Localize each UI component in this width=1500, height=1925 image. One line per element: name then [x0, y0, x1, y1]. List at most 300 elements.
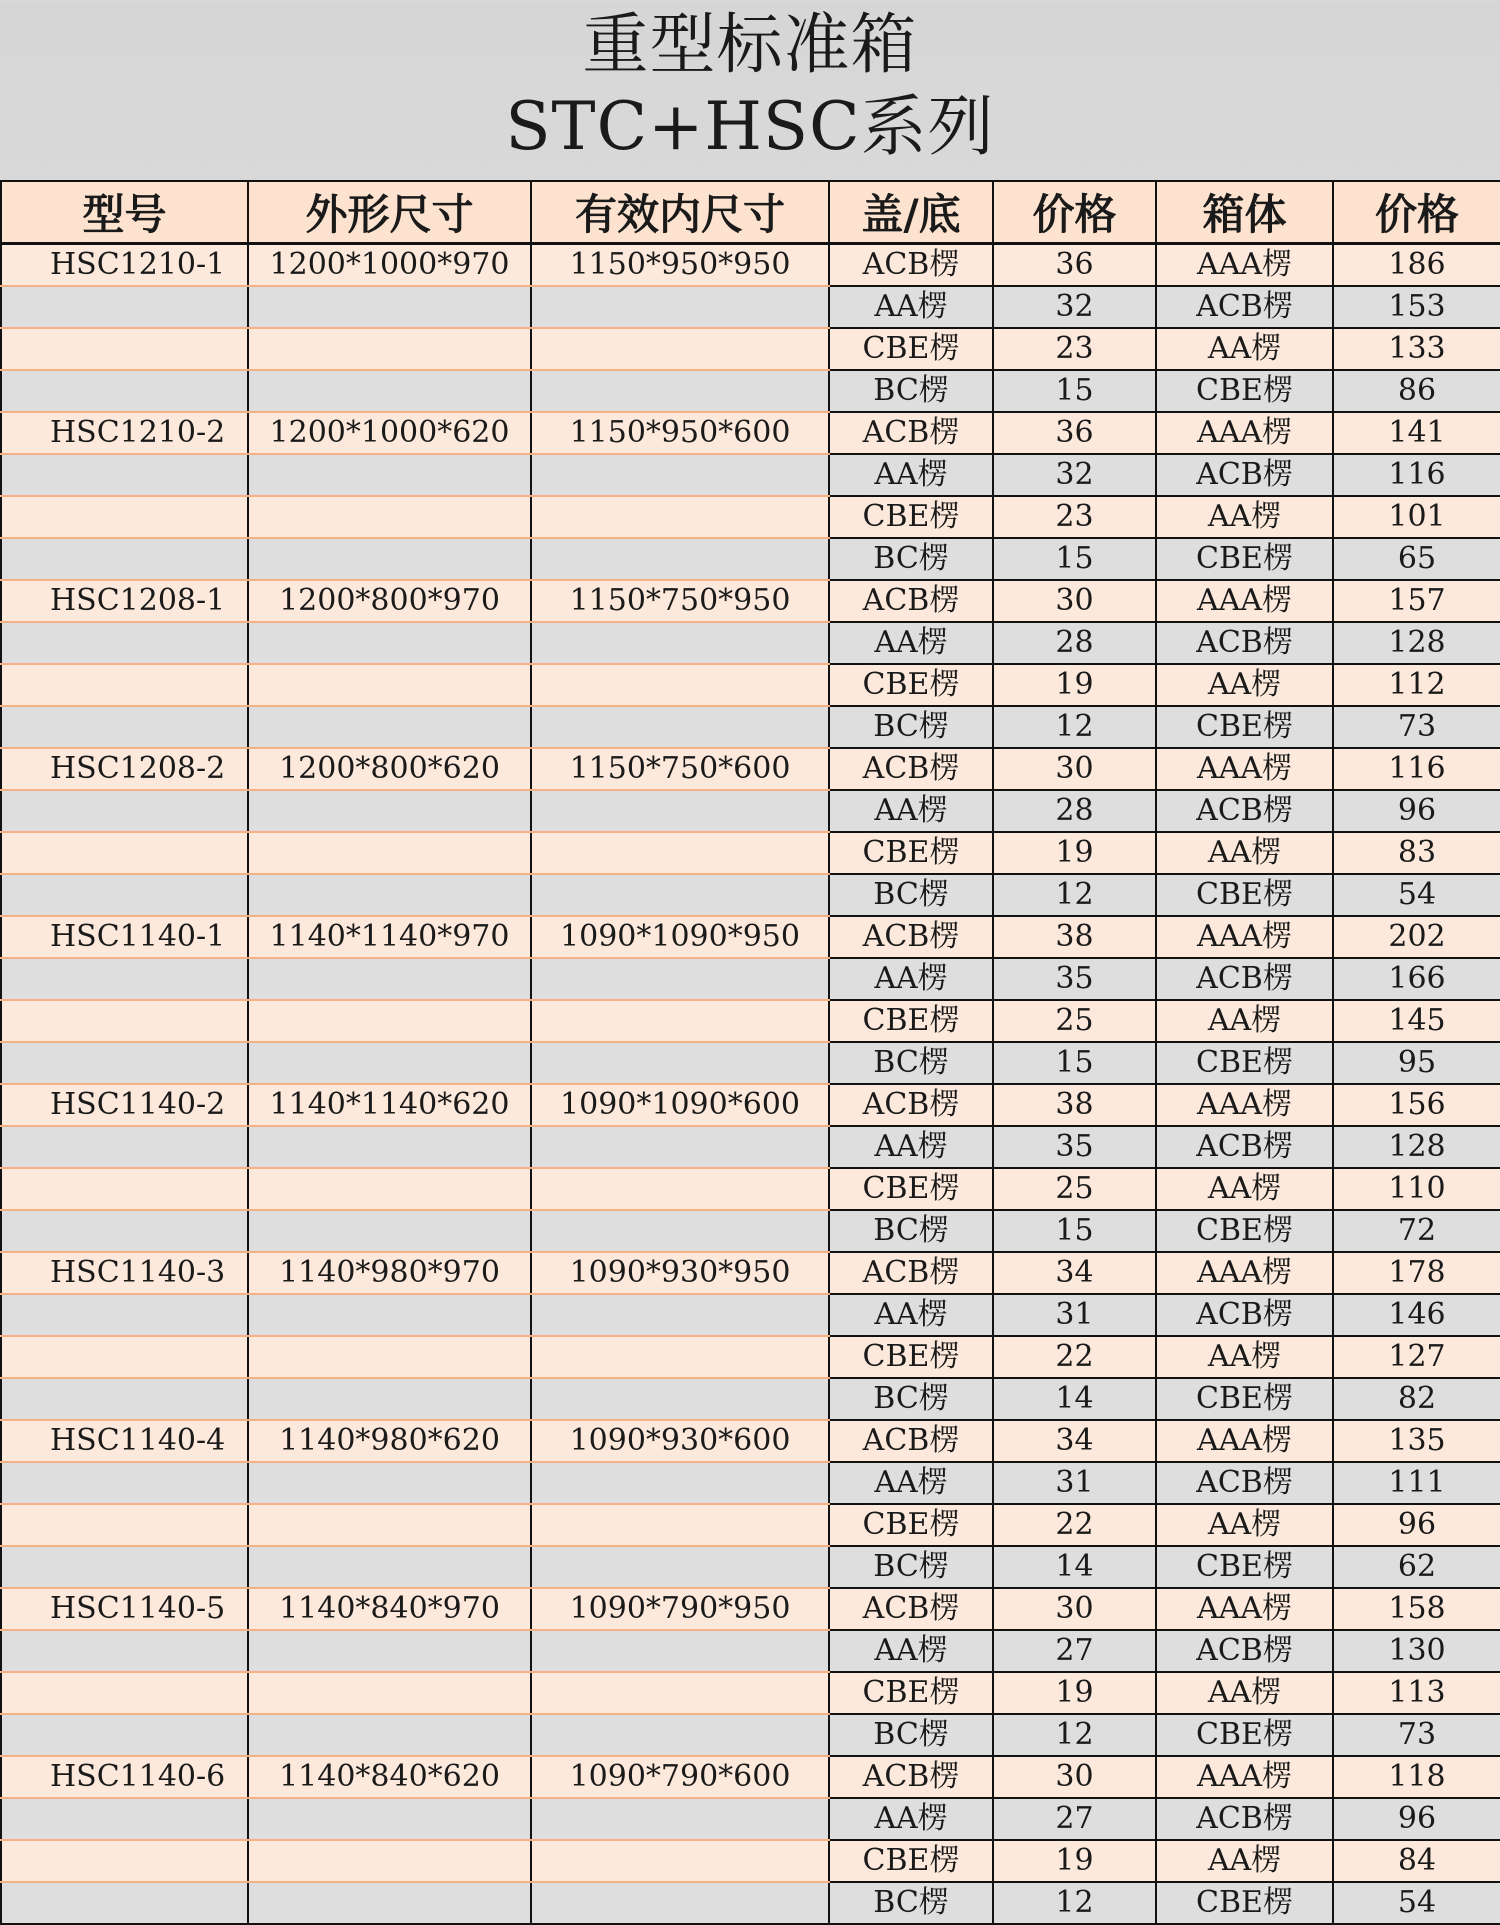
box-price-cell: 84 — [1333, 1840, 1500, 1882]
outer-size-cell: 1140*1140*620 — [248, 1084, 531, 1126]
lid-price-cell: 30 — [993, 1588, 1156, 1630]
box-price-cell: 112 — [1333, 664, 1500, 706]
box-price-cell: 133 — [1333, 328, 1500, 370]
lid-price-cell: 30 — [993, 1756, 1156, 1798]
table-row — [1, 1168, 1500, 1210]
model-cell: HSC1210-1 — [1, 244, 248, 287]
table-row — [1, 1084, 1500, 1126]
lid-price-cell: 15 — [993, 1210, 1156, 1252]
box-grade-cell: ACB楞 — [1156, 1798, 1333, 1840]
outer-size-cell — [248, 664, 531, 706]
outer-size-cell — [248, 790, 531, 832]
box-grade-cell: CBE楞 — [1156, 1714, 1333, 1756]
model-cell — [1, 1672, 248, 1714]
box-price-cell: 158 — [1333, 1588, 1500, 1630]
inner-size-cell — [531, 1462, 829, 1504]
lid-price-cell: 32 — [993, 286, 1156, 328]
lid-price-cell: 14 — [993, 1546, 1156, 1588]
lid-grade-cell: ACB楞 — [829, 1588, 993, 1630]
box-grade-cell: CBE楞 — [1156, 874, 1333, 916]
box-grade-cell: AA楞 — [1156, 1504, 1333, 1546]
inner-size-cell — [531, 1294, 829, 1336]
lid-price-cell: 35 — [993, 958, 1156, 1000]
table-row — [1, 1504, 1500, 1546]
model-cell — [1, 706, 248, 748]
header-outer-size: 外形尺寸 — [248, 181, 531, 244]
box-price-cell: 202 — [1333, 916, 1500, 958]
page-title — [0, 0, 1500, 180]
inner-size-cell: 1150*950*950 — [531, 244, 829, 287]
box-price-cell: 157 — [1333, 580, 1500, 622]
table-row — [1, 370, 1500, 412]
box-price-cell: 82 — [1333, 1378, 1500, 1420]
lid-grade-cell: ACB楞 — [829, 580, 993, 622]
table-row — [1, 1000, 1500, 1042]
outer-size-cell — [248, 958, 531, 1000]
lid-grade-cell: CBE楞 — [829, 1840, 993, 1882]
lid-price-cell: 19 — [993, 1840, 1156, 1882]
inner-size-cell — [531, 1126, 829, 1168]
table-row — [1, 1756, 1500, 1798]
inner-size-cell — [531, 1336, 829, 1378]
table-row — [1, 328, 1500, 370]
lid-grade-cell: ACB楞 — [829, 412, 993, 454]
lid-price-cell: 14 — [993, 1378, 1156, 1420]
box-grade-cell: AAA楞 — [1156, 1252, 1333, 1294]
lid-grade-cell: BC楞 — [829, 538, 993, 580]
box-grade-cell: ACB楞 — [1156, 958, 1333, 1000]
box-grade-cell: AA楞 — [1156, 496, 1333, 538]
lid-grade-cell: AA楞 — [829, 790, 993, 832]
inner-size-cell — [531, 496, 829, 538]
box-grade-cell: ACB楞 — [1156, 1126, 1333, 1168]
table-row — [1, 1336, 1500, 1378]
outer-size-cell — [248, 1168, 531, 1210]
outer-size-cell — [248, 1504, 531, 1546]
table-row — [1, 538, 1500, 580]
outer-size-cell: 1200*1000*620 — [248, 412, 531, 454]
model-cell — [1, 496, 248, 538]
table-row — [1, 1126, 1500, 1168]
table-row — [1, 1672, 1500, 1714]
model-cell: HSC1140-4 — [1, 1420, 248, 1462]
box-grade-cell: AA楞 — [1156, 1672, 1333, 1714]
lid-price-cell: 38 — [993, 1084, 1156, 1126]
table-row — [1, 622, 1500, 664]
box-price-cell: 141 — [1333, 412, 1500, 454]
inner-size-cell — [531, 1504, 829, 1546]
table-row — [1, 1840, 1500, 1882]
inner-size-cell: 1090*930*600 — [531, 1420, 829, 1462]
inner-size-cell — [531, 1378, 829, 1420]
table-row — [1, 790, 1500, 832]
box-grade-cell: AA楞 — [1156, 832, 1333, 874]
lid-price-cell: 28 — [993, 790, 1156, 832]
inner-size-cell — [531, 1000, 829, 1042]
outer-size-cell — [248, 832, 531, 874]
table-row — [1, 1252, 1500, 1294]
inner-size-cell — [531, 622, 829, 664]
box-grade-cell: CBE楞 — [1156, 370, 1333, 412]
lid-price-cell: 34 — [993, 1420, 1156, 1462]
lid-grade-cell: BC楞 — [829, 1546, 993, 1588]
model-cell — [1, 1714, 248, 1756]
lid-price-cell: 12 — [993, 706, 1156, 748]
box-price-cell: 110 — [1333, 1168, 1500, 1210]
outer-size-cell — [248, 496, 531, 538]
table-row — [1, 1588, 1500, 1630]
inner-size-cell — [531, 286, 829, 328]
box-grade-cell: CBE楞 — [1156, 1546, 1333, 1588]
lid-grade-cell: ACB楞 — [829, 916, 993, 958]
header-model: 型号 — [1, 181, 248, 244]
box-price-cell: 186 — [1333, 244, 1500, 287]
outer-size-cell — [248, 622, 531, 664]
inner-size-cell: 1090*790*600 — [531, 1756, 829, 1798]
table-row — [1, 496, 1500, 538]
box-price-cell: 73 — [1333, 1714, 1500, 1756]
inner-size-cell — [531, 1672, 829, 1714]
lid-price-cell: 22 — [993, 1504, 1156, 1546]
lid-price-cell: 27 — [993, 1798, 1156, 1840]
header-box-body: 箱体 — [1156, 181, 1333, 244]
box-grade-cell: AA楞 — [1156, 1168, 1333, 1210]
lid-grade-cell: ACB楞 — [829, 748, 993, 790]
table-row — [1, 958, 1500, 1000]
model-cell — [1, 1840, 248, 1882]
table-row — [1, 454, 1500, 496]
box-grade-cell: AA楞 — [1156, 664, 1333, 706]
table-row — [1, 1546, 1500, 1588]
lid-grade-cell: ACB楞 — [829, 1084, 993, 1126]
box-price-cell: 95 — [1333, 1042, 1500, 1084]
box-grade-cell: AAA楞 — [1156, 1084, 1333, 1126]
lid-grade-cell: AA楞 — [829, 1630, 993, 1672]
model-cell — [1, 538, 248, 580]
outer-size-cell — [248, 1336, 531, 1378]
lid-price-cell: 22 — [993, 1336, 1156, 1378]
box-grade-cell: ACB楞 — [1156, 1462, 1333, 1504]
header-box-price: 价格 — [1333, 181, 1500, 244]
lid-grade-cell: CBE楞 — [829, 664, 993, 706]
box-grade-cell: AAA楞 — [1156, 1588, 1333, 1630]
lid-price-cell: 25 — [993, 1168, 1156, 1210]
box-price-cell: 54 — [1333, 1882, 1500, 1924]
model-cell — [1, 832, 248, 874]
inner-size-cell — [531, 1882, 829, 1924]
box-grade-cell: AA楞 — [1156, 1840, 1333, 1882]
model-cell: HSC1140-2 — [1, 1084, 248, 1126]
lid-price-cell: 15 — [993, 370, 1156, 412]
table-row — [1, 916, 1500, 958]
table-row — [1, 1210, 1500, 1252]
lid-grade-cell: BC楞 — [829, 1882, 993, 1924]
box-grade-cell: AAA楞 — [1156, 580, 1333, 622]
inner-size-cell: 1150*750*950 — [531, 580, 829, 622]
outer-size-cell: 1140*980*970 — [248, 1252, 531, 1294]
lid-price-cell: 19 — [993, 664, 1156, 706]
model-cell — [1, 790, 248, 832]
inner-size-cell — [531, 1798, 829, 1840]
lid-price-cell: 12 — [993, 1882, 1156, 1924]
lid-price-cell: 23 — [993, 328, 1156, 370]
model-cell — [1, 1882, 248, 1924]
box-grade-cell: AA楞 — [1156, 328, 1333, 370]
model-cell — [1, 874, 248, 916]
inner-size-cell — [531, 370, 829, 412]
inner-size-cell — [531, 454, 829, 496]
lid-grade-cell: ACB楞 — [829, 1420, 993, 1462]
header-lid-price: 价格 — [993, 181, 1156, 244]
outer-size-cell — [248, 1840, 531, 1882]
inner-size-cell — [531, 874, 829, 916]
outer-size-cell — [248, 1294, 531, 1336]
outer-size-cell — [248, 370, 531, 412]
table-row — [1, 244, 1500, 287]
model-cell — [1, 1336, 248, 1378]
lid-grade-cell: BC楞 — [829, 706, 993, 748]
lid-grade-cell: BC楞 — [829, 1378, 993, 1420]
lid-grade-cell: CBE楞 — [829, 832, 993, 874]
inner-size-cell: 1090*1090*600 — [531, 1084, 829, 1126]
model-cell — [1, 664, 248, 706]
model-cell: HSC1140-5 — [1, 1588, 248, 1630]
table-row — [1, 1714, 1500, 1756]
title-line-1: 重型标准箱 — [582, 6, 918, 83]
inner-size-cell — [531, 1714, 829, 1756]
lid-grade-cell: BC楞 — [829, 874, 993, 916]
model-cell — [1, 1126, 248, 1168]
lid-price-cell: 36 — [993, 412, 1156, 454]
box-grade-cell: ACB楞 — [1156, 454, 1333, 496]
model-cell — [1, 1042, 248, 1084]
box-grade-cell: ACB楞 — [1156, 1294, 1333, 1336]
lid-price-cell: 35 — [993, 1126, 1156, 1168]
inner-size-cell — [531, 1168, 829, 1210]
box-grade-cell: CBE楞 — [1156, 1882, 1333, 1924]
lid-grade-cell: BC楞 — [829, 1714, 993, 1756]
table-row — [1, 874, 1500, 916]
table-row — [1, 412, 1500, 454]
model-cell: HSC1208-1 — [1, 580, 248, 622]
lid-price-cell: 15 — [993, 538, 1156, 580]
box-grade-cell: CBE楞 — [1156, 1378, 1333, 1420]
lid-price-cell: 12 — [993, 874, 1156, 916]
box-price-cell: 146 — [1333, 1294, 1500, 1336]
lid-price-cell: 19 — [993, 1672, 1156, 1714]
outer-size-cell — [248, 1378, 531, 1420]
lid-grade-cell: CBE楞 — [829, 1000, 993, 1042]
model-cell — [1, 1210, 248, 1252]
lid-price-cell: 34 — [993, 1252, 1156, 1294]
box-price-cell: 101 — [1333, 496, 1500, 538]
outer-size-cell — [248, 1000, 531, 1042]
outer-size-cell — [248, 1798, 531, 1840]
box-grade-cell: ACB楞 — [1156, 790, 1333, 832]
box-grade-cell: AA楞 — [1156, 1336, 1333, 1378]
outer-size-cell: 1140*840*620 — [248, 1756, 531, 1798]
box-price-cell: 116 — [1333, 748, 1500, 790]
box-price-cell: 145 — [1333, 1000, 1500, 1042]
model-cell — [1, 1000, 248, 1042]
lid-grade-cell: AA楞 — [829, 1798, 993, 1840]
lid-grade-cell: BC楞 — [829, 370, 993, 412]
box-grade-cell: CBE楞 — [1156, 1042, 1333, 1084]
box-grade-cell: AAA楞 — [1156, 1420, 1333, 1462]
outer-size-cell: 1200*800*620 — [248, 748, 531, 790]
box-grade-cell: CBE楞 — [1156, 538, 1333, 580]
model-cell: HSC1140-6 — [1, 1756, 248, 1798]
table-row — [1, 286, 1500, 328]
table-row — [1, 1462, 1500, 1504]
box-price-cell: 153 — [1333, 286, 1500, 328]
inner-size-cell — [531, 538, 829, 580]
lid-price-cell: 38 — [993, 916, 1156, 958]
box-grade-cell: ACB楞 — [1156, 622, 1333, 664]
inner-size-cell — [531, 1630, 829, 1672]
table-row — [1, 1378, 1500, 1420]
outer-size-cell: 1200*1000*970 — [248, 244, 531, 287]
lid-grade-cell: CBE楞 — [829, 328, 993, 370]
inner-size-cell — [531, 328, 829, 370]
lid-price-cell: 28 — [993, 622, 1156, 664]
lid-grade-cell: AA楞 — [829, 1294, 993, 1336]
outer-size-cell: 1140*1140*970 — [248, 916, 531, 958]
price-table — [0, 180, 1500, 1925]
model-cell — [1, 286, 248, 328]
inner-size-cell — [531, 1546, 829, 1588]
box-grade-cell: ACB楞 — [1156, 1630, 1333, 1672]
box-grade-cell: AAA楞 — [1156, 244, 1333, 287]
outer-size-cell: 1140*980*620 — [248, 1420, 531, 1462]
lid-grade-cell: AA楞 — [829, 454, 993, 496]
model-cell — [1, 1294, 248, 1336]
inner-size-cell — [531, 1840, 829, 1882]
lid-price-cell: 32 — [993, 454, 1156, 496]
box-grade-cell: AA楞 — [1156, 1000, 1333, 1042]
lid-price-cell: 12 — [993, 1714, 1156, 1756]
inner-size-cell — [531, 664, 829, 706]
box-price-cell: 86 — [1333, 370, 1500, 412]
model-cell — [1, 1546, 248, 1588]
inner-size-cell — [531, 1210, 829, 1252]
outer-size-cell — [248, 1546, 531, 1588]
inner-size-cell — [531, 1042, 829, 1084]
box-price-cell: 127 — [1333, 1336, 1500, 1378]
table-body — [1, 244, 1500, 1925]
inner-size-cell: 1090*790*950 — [531, 1588, 829, 1630]
model-cell — [1, 1504, 248, 1546]
model-cell: HSC1140-1 — [1, 916, 248, 958]
table-row — [1, 832, 1500, 874]
inner-size-cell — [531, 706, 829, 748]
box-price-cell: 83 — [1333, 832, 1500, 874]
lid-price-cell: 31 — [993, 1294, 1156, 1336]
model-cell: HSC1210-2 — [1, 412, 248, 454]
box-grade-cell: AAA楞 — [1156, 412, 1333, 454]
table-row — [1, 1630, 1500, 1672]
box-price-cell: 73 — [1333, 706, 1500, 748]
table-row — [1, 706, 1500, 748]
box-grade-cell: AAA楞 — [1156, 748, 1333, 790]
outer-size-cell — [248, 1672, 531, 1714]
box-price-cell: 54 — [1333, 874, 1500, 916]
lid-grade-cell: CBE楞 — [829, 1168, 993, 1210]
lid-price-cell: 27 — [993, 1630, 1156, 1672]
lid-grade-cell: AA楞 — [829, 958, 993, 1000]
outer-size-cell — [248, 1882, 531, 1924]
outer-size-cell — [248, 454, 531, 496]
lid-price-cell: 19 — [993, 832, 1156, 874]
outer-size-cell — [248, 328, 531, 370]
box-price-cell: 96 — [1333, 1504, 1500, 1546]
lid-price-cell: 30 — [993, 748, 1156, 790]
outer-size-cell — [248, 706, 531, 748]
lid-price-cell: 15 — [993, 1042, 1156, 1084]
box-price-cell: 156 — [1333, 1084, 1500, 1126]
outer-size-cell — [248, 1210, 531, 1252]
lid-grade-cell: BC楞 — [829, 1210, 993, 1252]
box-grade-cell: CBE楞 — [1156, 706, 1333, 748]
inner-size-cell: 1150*950*600 — [531, 412, 829, 454]
outer-size-cell: 1140*840*970 — [248, 1588, 531, 1630]
outer-size-cell — [248, 874, 531, 916]
lid-grade-cell: AA楞 — [829, 286, 993, 328]
lid-price-cell: 31 — [993, 1462, 1156, 1504]
lid-price-cell: 23 — [993, 496, 1156, 538]
model-cell — [1, 958, 248, 1000]
outer-size-cell — [248, 1126, 531, 1168]
box-price-cell: 65 — [1333, 538, 1500, 580]
model-cell — [1, 370, 248, 412]
table-row — [1, 1042, 1500, 1084]
table-header-row — [1, 181, 1500, 244]
inner-size-cell — [531, 790, 829, 832]
box-price-cell: 178 — [1333, 1252, 1500, 1294]
lid-grade-cell: AA楞 — [829, 1126, 993, 1168]
box-price-cell: 135 — [1333, 1420, 1500, 1462]
lid-grade-cell: AA楞 — [829, 1462, 993, 1504]
table-row — [1, 1294, 1500, 1336]
model-cell — [1, 454, 248, 496]
model-cell — [1, 622, 248, 664]
box-grade-cell: CBE楞 — [1156, 1210, 1333, 1252]
box-grade-cell: AAA楞 — [1156, 916, 1333, 958]
box-price-cell: 116 — [1333, 454, 1500, 496]
lid-grade-cell: ACB楞 — [829, 244, 993, 287]
inner-size-cell: 1090*1090*950 — [531, 916, 829, 958]
model-cell — [1, 1168, 248, 1210]
table-row — [1, 748, 1500, 790]
outer-size-cell — [248, 1714, 531, 1756]
outer-size-cell: 1200*800*970 — [248, 580, 531, 622]
inner-size-cell — [531, 958, 829, 1000]
model-cell — [1, 328, 248, 370]
model-cell — [1, 1630, 248, 1672]
lid-grade-cell: CBE楞 — [829, 1336, 993, 1378]
lid-grade-cell: BC楞 — [829, 1042, 993, 1084]
lid-price-cell: 30 — [993, 580, 1156, 622]
box-price-cell: 128 — [1333, 1126, 1500, 1168]
table-row — [1, 664, 1500, 706]
box-price-cell: 118 — [1333, 1756, 1500, 1798]
table-row — [1, 1882, 1500, 1924]
box-price-cell: 111 — [1333, 1462, 1500, 1504]
table-row — [1, 1798, 1500, 1840]
box-price-cell: 113 — [1333, 1672, 1500, 1714]
lid-price-cell: 25 — [993, 1000, 1156, 1042]
box-price-cell: 72 — [1333, 1210, 1500, 1252]
